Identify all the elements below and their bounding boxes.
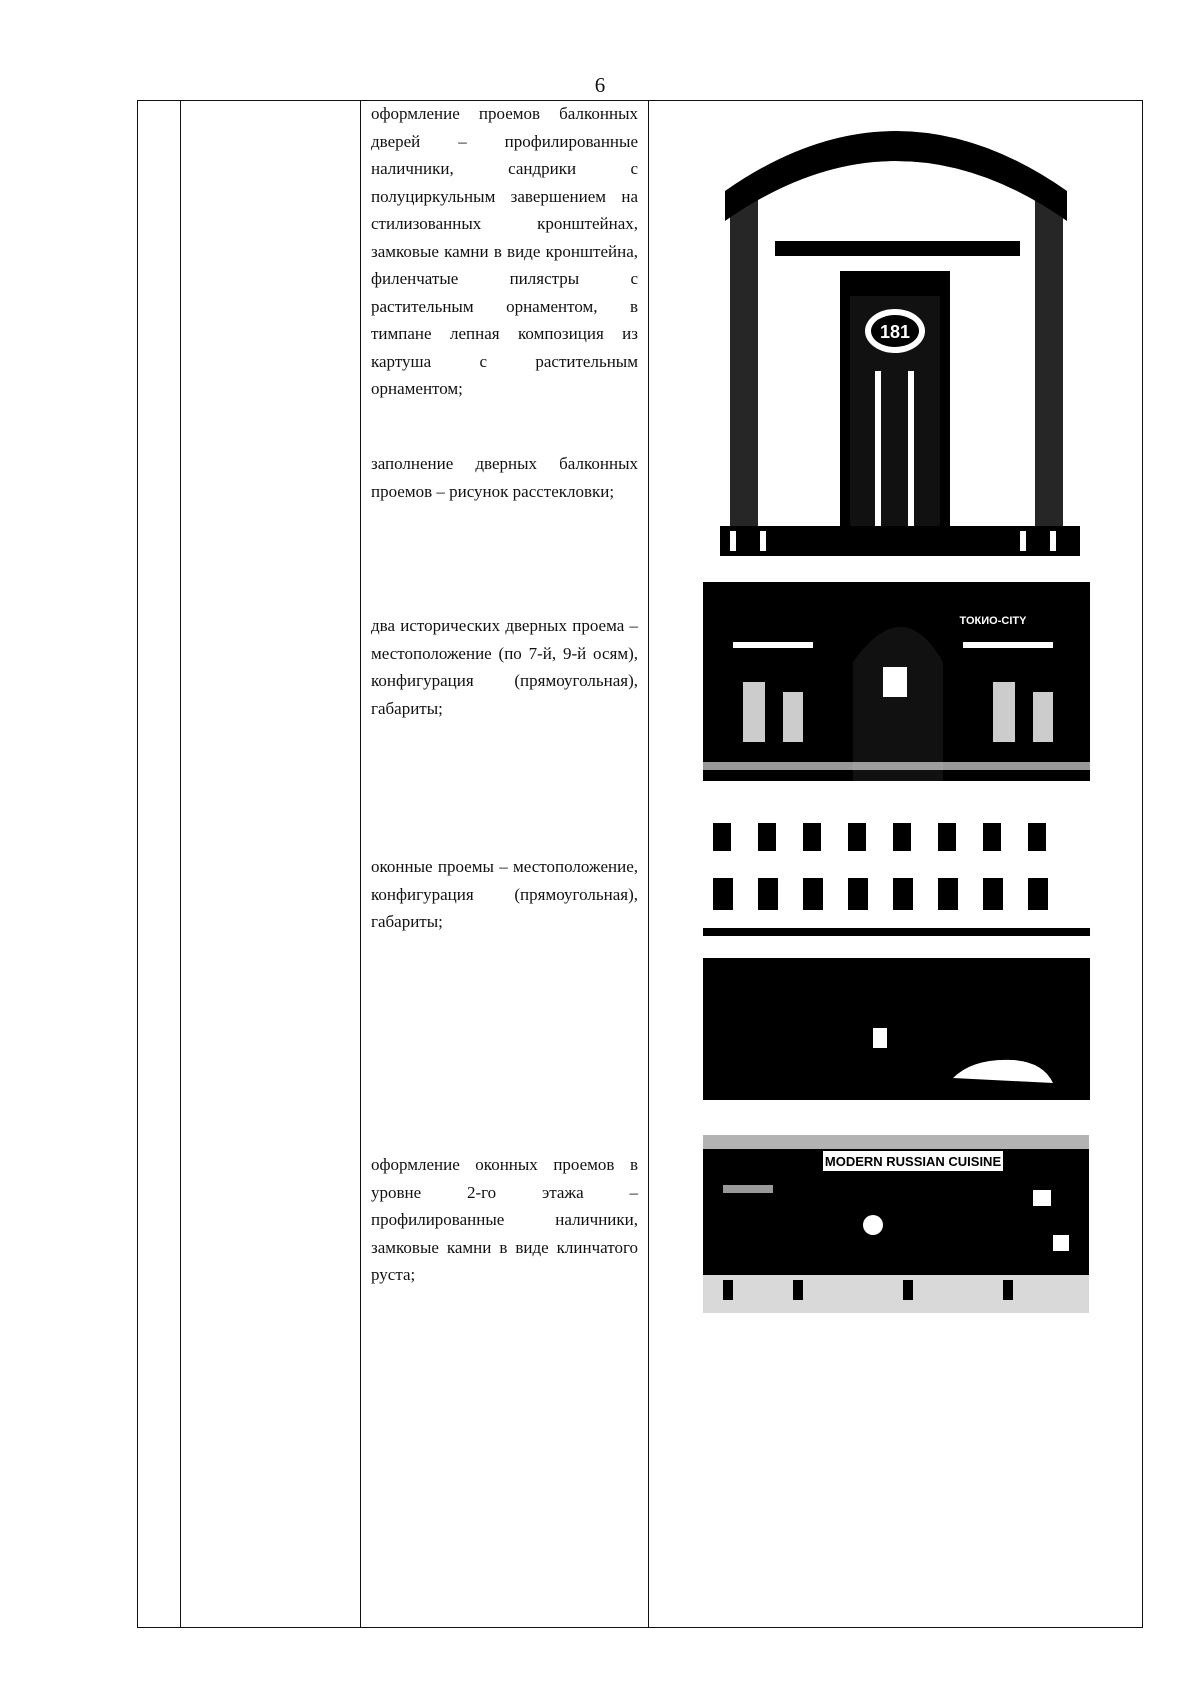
page-number: 6 xyxy=(594,73,606,97)
feature-text-second-floor-windows: оформление оконных проемов в уровне 2-го этажа – профилированные наличники, замковые камни в виде клинчатого руста; xyxy=(371,1155,638,1284)
column-divider-2 xyxy=(360,100,361,1628)
feature-text-balcony-door-design: оформление проемов балконных дверей – профилированные наличники, сандрики с полуциркульным завершением на стилизованных кронштейнах, замковые камни в виде кронштейна, филенчатые пилястры с растительным орнаментом, в тимпане лепная композиция из картуша с растительным орнаментом; xyxy=(371,104,638,398)
feature-text-window-openings: оконные проемы – местоположение, конфигурация (прямоугольная), габариты; xyxy=(371,857,638,931)
restaurant-sign: MODERN RUSSIAN CUISINE xyxy=(824,1154,1002,1169)
second-floor-windows-photo xyxy=(703,1135,1089,1313)
historic-door-openings-photo xyxy=(703,582,1090,781)
feature-text-balcony-door-glazing: заполнение дверных балконных проемов – рисунок расстекловки; xyxy=(371,454,638,501)
balcony-door-portal-photo xyxy=(700,101,1092,556)
feature-text-historic-door-openings: два исторических дверных проема – местоположение (по 7-й, 9-й осям), конфигурация (прямоугольная), габариты; xyxy=(371,616,638,718)
column-divider-3 xyxy=(648,100,649,1628)
column-divider-1 xyxy=(180,100,181,1628)
balcony-door-number: 181 xyxy=(879,322,911,342)
historic-door-sign: ТОКИО-CITY xyxy=(959,615,1027,627)
facade-windows-photo xyxy=(703,808,1090,1100)
